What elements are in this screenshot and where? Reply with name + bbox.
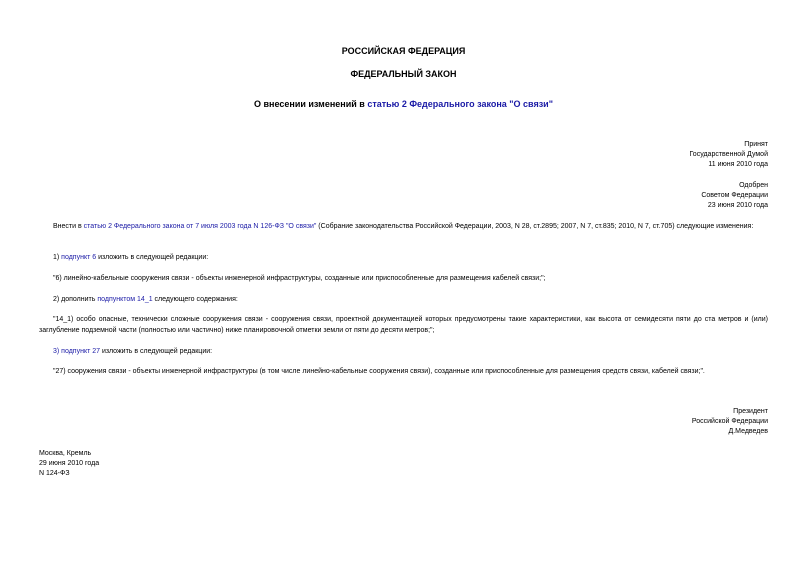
country-heading: РОССИЙСКАЯ ФЕДЕРАЦИЯ — [341, 46, 466, 56]
item-3-text: "27) сооружения связи - объекты инженерной инфраструктуры (в том числе линейно-кабельные сооружения связи), созданные или приспособленные для размещения средств связи, кабелей связи;". — [53, 368, 705, 375]
signature-title: Президент — [733, 408, 768, 415]
approved-label: Одобрен — [739, 182, 768, 189]
approved-date: 23 июня 2010 года — [707, 202, 768, 209]
item-1-prefix: 1) — [53, 254, 62, 261]
adopted-date: 11 июня 2010 года — [708, 161, 768, 168]
item-2-suffix: следующего содержания: — [152, 296, 238, 303]
item-3-suffix: изложить в следующей редакции: — [100, 348, 213, 355]
approved-body: Советом Федерации — [701, 192, 768, 199]
item-1-paragraph — [39, 252, 768, 263]
intro-paragraph — [39, 221, 768, 232]
intro-prefix: Внести в — [53, 223, 84, 230]
item-1-text: "6) линейно-кабельные сооружения связи - объекты инженерной инфраструктуры, созданные или приспособленные для размещения кабелей связи;"; — [53, 275, 546, 282]
footer-date: 29 июня 2010 года — [39, 460, 100, 467]
adopted-label: Принят — [744, 141, 768, 148]
footer-block — [39, 449, 99, 479]
item-1-link[interactable]: подпункт 6 — [61, 254, 97, 261]
approved-block — [701, 181, 768, 211]
footer-place: Москва, Кремль — [39, 450, 92, 457]
adopted-body: Государственной Думой — [689, 151, 768, 158]
item-3-prefix: 3) — [53, 348, 62, 355]
intro-suffix: (Собрание законодательства Российской Федерации, 2003, N 28, ст.2895; 2007, N 7, ст.835; 2010, N 7, ст.705) следующие изменения: — [316, 223, 754, 230]
title-prefix: О внесении изменений в — [254, 99, 368, 109]
signature-country: Российской Федерации — [691, 418, 768, 425]
signature-block — [692, 407, 768, 437]
item-2-text: "14_1) особо опасные, технически сложные сооружения связи - сооружения связи, проектной документацией которых предусмотрены такие характеристики, как высота от семидесяти пяти до ста метров и (или) заглубление подземной части (полностью или частично) ниже планировочной отметки земли от пяти до десяти метров;"; — [39, 316, 768, 334]
footer-number: N 124-ФЗ — [39, 470, 70, 477]
document-type-heading: ФЕДЕРАЛЬНЫЙ ЗАКОН — [350, 69, 457, 79]
signature-name: Д.Медведев — [728, 428, 768, 435]
intro-law-link[interactable]: статью 2 Федерального закона от 7 июля 2003 года N 126-ФЗ "О связи" — [83, 223, 317, 230]
item-3-link[interactable]: подпункт 27 — [61, 348, 101, 355]
document-title — [0, 99, 807, 109]
title-article-link[interactable]: статью 2 Федерального закона "О связи" — [367, 99, 553, 109]
item-2-link[interactable]: подпунктом 14_1 — [97, 296, 153, 303]
item-3-paragraph — [39, 346, 768, 357]
adopted-block — [689, 140, 768, 170]
item-1-suffix: изложить в следующей редакции: — [96, 254, 209, 261]
item-2-paragraph — [39, 294, 768, 305]
item-2-prefix: 2) дополнить — [53, 296, 98, 303]
